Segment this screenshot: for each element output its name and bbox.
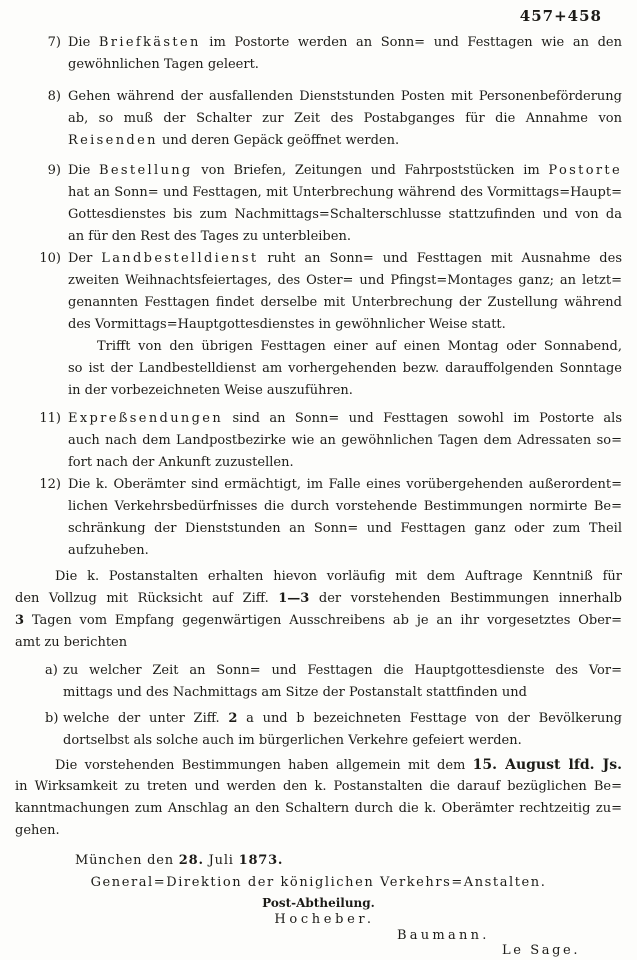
text-line: schränkung der Dienststunden an Sonn= und Festtagen ganz oder zum Theil — [68, 521, 622, 536]
text-line: kanntmachungen zum Anschlag an den Schaltern durch die k. Oberämter rechtzeitig zu= — [15, 801, 622, 816]
text-line: gewöhnlichen Tagen geleert. — [68, 57, 259, 72]
text-line: fort nach der Ankunft zuzustellen. — [68, 455, 294, 470]
text-line — [63, 708, 622, 730]
text-line: so ist der Landbestelldienst am vorhergehenden bezw. darauffolgenden Sonntage — [68, 361, 622, 376]
text-segment: a und b bezeichneten Festtage von der Bevölkerung — [237, 711, 622, 726]
signature-baumann: Baumann. — [397, 928, 490, 943]
text-line: Die k. Oberämter sind ermächtigt, im Falle eines vorübergehenden außerordent= — [68, 477, 622, 492]
item-b-letter: b) — [45, 711, 59, 726]
text-segment: Die vorstehenden Bestimmungen haben allgemein mit dem — [55, 758, 473, 773]
text-line: genannten Festtagen findet derselbe mit Unterbrechung der Zustellung während — [68, 295, 622, 310]
text-line — [68, 160, 622, 182]
page-number: 457+458 — [519, 7, 602, 25]
list-item-7 — [47, 32, 622, 76]
signature-le-sage: Le Sage. — [502, 943, 581, 958]
text-line: Gottesdienstes bis zum Nachmittags=Schalterschlusse stattzufinden und von da — [68, 207, 622, 222]
item-8-number: 8) — [47, 89, 61, 104]
text-line: in der vorbezeichneten Weise auszuführen. — [68, 383, 353, 398]
letterspaced-word: Landbestelldienst — [101, 251, 259, 266]
bold-number: 2 — [228, 711, 238, 726]
text-line: Die k. Postanstalten erhalten hievon vorläufig mit dem Auftrage Kenntniß für — [55, 569, 622, 584]
text-segment: den Vollzug mit Rücksicht auf Ziff. — [15, 591, 279, 606]
list-item-10 — [39, 248, 622, 402]
letterspaced-word: Bestellung — [98, 163, 193, 178]
paragraph-effective-date — [15, 754, 622, 842]
text-line: auch nach dem Landpostbezirke wie an gewöhnlichen Tagen dem Adressaten so= — [68, 433, 622, 448]
paragraph-report-order — [15, 566, 622, 654]
text-line — [68, 248, 622, 270]
list-item-8 — [47, 86, 622, 152]
text-line — [15, 588, 622, 610]
text-line — [68, 408, 622, 430]
date-year: 1873. — [238, 853, 284, 868]
text-line — [15, 754, 622, 776]
item-11-number: 11) — [39, 411, 61, 426]
list-item-11 — [39, 408, 622, 474]
bold-number: 3 — [15, 613, 25, 628]
text-segment: und deren Gepäck geöffnet werden. — [157, 133, 400, 148]
text-line: aufzuheben. — [68, 543, 149, 558]
text-line: gehen. — [15, 823, 60, 838]
text-line: mittags und des Nachmittags am Sitze der Postanstalt stattfinden und — [63, 685, 527, 700]
text-segment: von Briefen, Zeitungen und Fahrpoststücken im — [192, 163, 549, 178]
letterspaced-word: Briefkästen — [98, 35, 201, 50]
letterspaced-word: Postorte — [548, 163, 622, 178]
text-line: amt zu berichten — [15, 635, 128, 650]
text-segment: der vorstehenden Bestimmungen innerhalb — [309, 591, 622, 606]
text-segment: München den — [75, 853, 179, 868]
text-segment: ruht an Sonn= und Festtagen mit Ausnahme des — [258, 251, 622, 266]
text-segment: Die — [68, 35, 99, 50]
item-7-number: 7) — [47, 35, 61, 50]
list-item-b — [45, 708, 622, 752]
text-segment: Juli — [203, 853, 239, 868]
text-line: des Vormittags=Hauptgottesdienstes in gewöhnlicher Weise statt. — [68, 317, 506, 332]
bold-number: 1—3 — [278, 591, 310, 606]
list-item-a — [45, 660, 622, 704]
closing-block — [15, 850, 622, 958]
item-a-letter: a) — [45, 663, 58, 678]
text-line: dortselbst als solche auch im bürgerlichen Verkehre gefeiert werden. — [63, 733, 522, 748]
text-segment: im Postorte werden an Sonn= und Festtagen wie an den — [200, 35, 622, 50]
letterspaced-word: Expreßsendungen — [68, 411, 224, 426]
ordinance-body — [15, 32, 622, 842]
text-line — [68, 32, 622, 54]
text-line: Trifft von den übrigen Festtagen einer auf einen Montag oder Sonnabend, — [97, 339, 622, 354]
issuing-authority: General=Direktion der königlichen Verkehrs=Anstalten. — [90, 875, 547, 890]
text-line — [15, 610, 622, 632]
text-line: zweiten Weihnachtsfeiertages, des Oster= und Pfingst=Montages ganz; an letzt= — [68, 273, 622, 288]
text-line: lichen Verkehrsbedürfnisses die durch vorstehende Bestimmungen normirte Be= — [68, 499, 622, 514]
item-12-number: 12) — [39, 477, 61, 492]
list-item-9 — [47, 160, 622, 248]
place-date-line — [15, 850, 622, 872]
text-segment: Tagen vom Empfang gegenwärtigen Ausschreibens ab je an ihr vorgesetztes Ober= — [24, 613, 622, 628]
department-name: Post-Abtheilung. — [262, 896, 375, 910]
item-10-number: 10) — [39, 251, 61, 266]
text-line: an für den Rest des Tages zu unterbleiben. — [68, 229, 351, 244]
letterspaced-word: Reisenden — [68, 133, 158, 148]
text-line: hat an Sonn= und Festtagen, mit Unterbrechung während des Vormittags=Haupt= — [68, 185, 622, 200]
text-line: Gehen während der ausfallenden Dienststunden Posten mit Personenbeförderung — [68, 89, 622, 104]
text-segment: sind an Sonn= und Festtagen sowohl im Postorte als — [223, 411, 622, 426]
text-line: in Wirksamkeit zu treten und werden den k. Postanstalten die darauf bezüglichen Be= — [15, 779, 622, 794]
text-segment: Der — [68, 251, 102, 266]
text-line: ab, so muß der Schalter zur Zeit des Postabganges für die Annahme von — [68, 111, 622, 126]
effective-date-bold: 15. August lfd. Js. — [472, 757, 622, 773]
signature-hocheber: Hocheber. — [274, 912, 375, 927]
text-segment: welche der unter Ziff. — [63, 711, 229, 726]
date-day: 28. — [178, 853, 204, 868]
item-9-number: 9) — [47, 163, 61, 178]
text-line: zu welcher Zeit an Sonn= und Festtagen die Hauptgottesdienste des Vor= — [63, 663, 622, 678]
text-segment: Die — [68, 163, 99, 178]
text-line — [68, 130, 622, 152]
list-item-12 — [39, 474, 622, 562]
